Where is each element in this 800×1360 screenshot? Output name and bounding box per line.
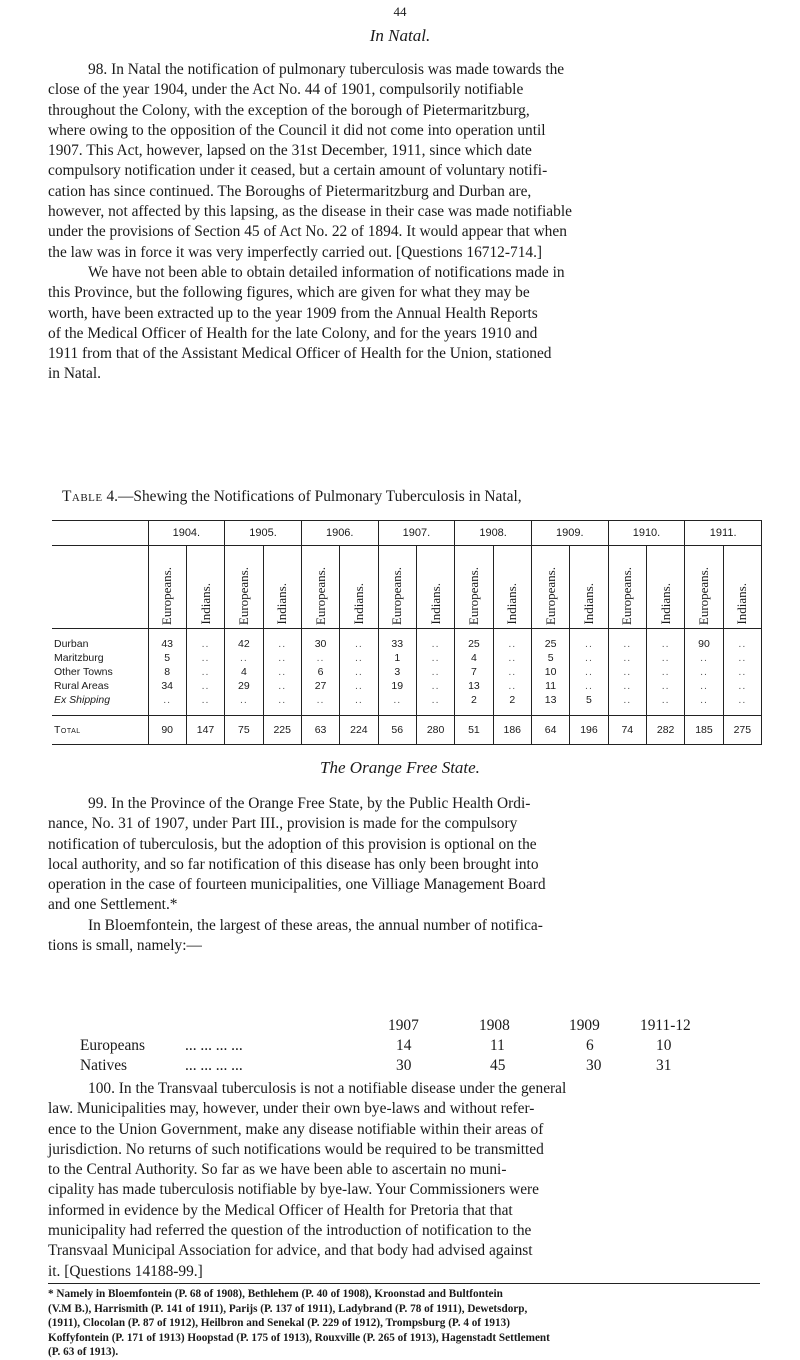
table-cell: ..	[416, 693, 454, 716]
stats-value: 11	[490, 1037, 505, 1054]
table-cell: ..	[186, 665, 224, 679]
paragraph-line: notification of tuberculosis, but the adoption of this provision is optional on the	[48, 835, 537, 853]
indians-column-header: Indians.	[723, 546, 761, 629]
table-cell: ..	[723, 651, 761, 665]
total-cell: 147	[186, 716, 224, 745]
indians-column-header: Indians.	[186, 546, 224, 629]
year-header: 1905.	[225, 521, 302, 546]
table-cell: 30	[301, 629, 339, 652]
paragraph-line: 100. In the Transvaal tuberculosis is not a notifiable disease under the general	[88, 1080, 567, 1097]
table-cell: ..	[416, 665, 454, 679]
paragraph-line: nance, No. 31 of 1907, under Part III., provision is made for the compulsory	[48, 815, 518, 833]
table-number: 4.	[106, 488, 119, 505]
year-header: 1906.	[301, 521, 378, 546]
table-cell: ..	[186, 651, 224, 665]
table-cell: ..	[646, 693, 684, 716]
table-cell: ..	[570, 679, 608, 693]
total-row	[52, 716, 762, 745]
table-cell: ..	[570, 629, 608, 652]
table-cell: ..	[263, 679, 301, 693]
table-cell: ..	[225, 651, 263, 665]
stats-year: 1908	[479, 1017, 510, 1034]
paragraph-line: local authority, and so far notification of this disease has only been brought into	[48, 855, 539, 873]
table-cell: ..	[646, 629, 684, 652]
year-header: 1911.	[685, 521, 762, 546]
total-cell: 186	[493, 716, 531, 745]
table-cell: 7	[455, 665, 493, 679]
paragraph-line: tions is small, namely:—	[48, 937, 202, 955]
table-cell: 25	[531, 629, 569, 652]
table-cell: 19	[378, 679, 416, 693]
table-cell: 10	[531, 665, 569, 679]
year-header: 1910.	[608, 521, 685, 546]
table-row	[52, 679, 762, 693]
table-cell: 29	[225, 679, 263, 693]
total-cell: 275	[723, 716, 761, 745]
table-cell: 8	[148, 665, 186, 679]
table-cell: ..	[685, 693, 723, 716]
paragraph-line: law. Municipalities may, however, under their own bye-laws and without refer-	[48, 1100, 535, 1118]
table-cell: ..	[685, 679, 723, 693]
table-cell: ..	[608, 679, 646, 693]
table-cell: 90	[685, 629, 723, 652]
europeans-column-header: Europeans.	[455, 546, 493, 629]
table-cell: 34	[148, 679, 186, 693]
paragraph-line: throughout the Colony, with the exception of the borough of Pietermaritzburg,	[48, 101, 530, 119]
paragraph-line: where owing to the opposition of the Council it did not come into operation until	[48, 121, 546, 139]
row-label: Rural Areas	[52, 679, 148, 693]
total-cell: 75	[225, 716, 263, 745]
stats-year: 1911-12	[640, 1017, 691, 1034]
row-label: Durban	[52, 629, 148, 652]
paragraph-line: In Bloemfontein, the largest of these areas, the annual number of notifica-	[88, 916, 543, 934]
footnote-rule	[48, 1283, 760, 1284]
europeans-column-header: Europeans.	[301, 546, 339, 629]
europeans-column-header: Europeans.	[378, 546, 416, 629]
stats-row	[48, 1037, 760, 1057]
table-cell: ..	[570, 665, 608, 679]
paragraph-line: however, not affected by this lapsing, as the disease in their case was made notifiable	[48, 203, 572, 221]
table-cell: ..	[416, 679, 454, 693]
table-cell: ..	[263, 651, 301, 665]
stats-value: 14	[396, 1037, 412, 1054]
natal-heading: In Natal.	[369, 26, 431, 45]
row-label: Maritzburg	[52, 651, 148, 665]
stats-label: Europeans	[80, 1037, 145, 1054]
table-cell: ..	[301, 693, 339, 716]
table-cell: 5	[148, 651, 186, 665]
table-cell: ..	[493, 651, 531, 665]
table-cell: 27	[301, 679, 339, 693]
table-cell: ..	[493, 665, 531, 679]
stats-year-row	[48, 1017, 760, 1037]
stats-label: Natives	[80, 1057, 128, 1074]
table-cell: ..	[225, 693, 263, 716]
paragraph-line: it. [Questions 14188-99.]	[48, 1262, 203, 1280]
stats-leader: ... ... ... ...	[185, 1037, 243, 1054]
footnote-line: (P. 63 of 1913).	[48, 1346, 119, 1358]
table-cell: ..	[608, 665, 646, 679]
paragraph-line: Transvaal Municipal Association for advice, and that body had advised against	[48, 1242, 533, 1260]
table-cell: ..	[340, 693, 378, 716]
paragraph-line: and one Settlement.*	[48, 896, 178, 914]
table-cell: ..	[186, 693, 224, 716]
table-cell: ..	[685, 651, 723, 665]
total-cell: 280	[416, 716, 454, 745]
stats-year: 1909	[569, 1017, 600, 1034]
europeans-column-header: Europeans.	[608, 546, 646, 629]
paragraph-line: 1911 from that of the Assistant Medical Officer of Health for the Union, stationed	[48, 345, 552, 363]
paragraph-line: cipality has made tuberculosis notifiable by bye-law. Your Commissioners were	[48, 1181, 539, 1199]
paragraph-line: the law was in force it was very imperfectly carried out. [Questions 16712-714.]	[48, 243, 543, 261]
total-cell: 63	[301, 716, 339, 745]
stats-value: 31	[656, 1057, 672, 1074]
paragraph-line: to the Central Authority. So far as we have been able to ascertain no muni-	[48, 1161, 507, 1179]
table-cell: ..	[646, 679, 684, 693]
total-cell: 64	[531, 716, 569, 745]
table-caption	[62, 488, 522, 506]
table-cell: 3	[378, 665, 416, 679]
year-header-row	[52, 521, 762, 546]
europeans-column-header: Europeans.	[531, 546, 569, 629]
table-cell: ..	[608, 693, 646, 716]
footnote-line: * Namely in Bloemfontein (P. 68 of 1908), Bethlehem (P. 40 of 1908), Kroonstad and Bultfontein	[48, 1288, 503, 1300]
table-cell: 43	[148, 629, 186, 652]
indians-column-header: Indians.	[570, 546, 608, 629]
total-cell: 185	[685, 716, 723, 745]
footnote-line: (V.M B.), Harrismith (P. 141 of 1911), Parijs (P. 137 of 1911), Ladybrand (P. 78 of 1911), Dewetsdorp,	[48, 1302, 528, 1315]
table-row	[52, 665, 762, 679]
table-cell: 6	[301, 665, 339, 679]
table-cell: 33	[378, 629, 416, 652]
table-cell: ..	[570, 651, 608, 665]
table-cell: 2	[493, 693, 531, 716]
paragraph-line: 1907. This Act, however, lapsed on the 31st December, 1911, since which date	[48, 142, 532, 160]
notifications-table	[52, 520, 762, 745]
table-cell: ..	[723, 665, 761, 679]
table-cell: 42	[225, 629, 263, 652]
stats-row	[48, 1057, 760, 1077]
total-label: Total	[52, 716, 148, 745]
table-cell: ..	[608, 651, 646, 665]
page-number: 44	[393, 4, 407, 19]
footnote-line: (1911), Clocolan (P. 87 of 1912), Heilbron and Senekal (P. 229 of 1912), Trompsburg (P. 4 of 1913)	[48, 1317, 510, 1329]
paragraph-line: 98. In Natal the notification of pulmonary tuberculosis was made towards the	[88, 61, 565, 78]
paragraph-100	[48, 1079, 760, 1282]
table-cell: ..	[340, 629, 378, 652]
total-cell: 225	[263, 716, 301, 745]
table-label: Table	[62, 488, 103, 505]
paragraph-99	[48, 794, 760, 956]
table-cell: ..	[685, 665, 723, 679]
paragraph-line: jurisdiction. No returns of such notifications would be required to be transmitted	[48, 1140, 544, 1158]
table-cell: 11	[531, 679, 569, 693]
europeans-column-header: Europeans.	[148, 546, 186, 629]
table-cell: ..	[340, 679, 378, 693]
table-row	[52, 629, 762, 652]
table-cell: ..	[340, 665, 378, 679]
table-title: —Shewing the Notifications of Pulmonary Tuberculosis in Natal,	[118, 488, 522, 505]
year-header: 1909.	[531, 521, 608, 546]
table-row	[52, 693, 762, 716]
total-cell: 74	[608, 716, 646, 745]
paragraph-98	[48, 60, 760, 385]
table-cell: ..	[416, 651, 454, 665]
table-cell: 4	[455, 651, 493, 665]
table-cell: 5	[570, 693, 608, 716]
europeans-column-header: Europeans.	[685, 546, 723, 629]
stats-year: 1907	[388, 1017, 419, 1034]
total-cell: 56	[378, 716, 416, 745]
table-cell: ..	[148, 693, 186, 716]
table-row	[52, 651, 762, 665]
paragraph-line: ence to the Union Government, make any disease notifiable within their areas of	[48, 1120, 544, 1138]
table-cell: ..	[263, 629, 301, 652]
stats-value: 10	[656, 1037, 672, 1054]
table-cell: ..	[340, 651, 378, 665]
table-corner	[52, 521, 148, 546]
paragraph-line: this Province, but the following figures, which are given for what they may be	[48, 284, 530, 302]
row-label: Ex Shipping	[52, 693, 148, 716]
paragraph-line: cation has since continued. The Boroughs of Pietermaritzburg and Durban are,	[48, 182, 532, 200]
table-cell: 1	[378, 651, 416, 665]
table-cell: ..	[416, 629, 454, 652]
stats-leader: ... ... ... ...	[185, 1057, 243, 1074]
table-cell: ..	[608, 629, 646, 652]
total-cell: 282	[646, 716, 684, 745]
table-cell: 13	[455, 679, 493, 693]
stats-value: 45	[490, 1057, 506, 1074]
table-cell: ..	[723, 679, 761, 693]
ofs-heading: The Orange Free State.	[320, 758, 480, 777]
total-cell: 196	[570, 716, 608, 745]
stats-value: 6	[586, 1037, 594, 1054]
total-cell: 224	[340, 716, 378, 745]
indians-column-header: Indians.	[340, 546, 378, 629]
paragraph-line: operation in the case of fourteen municipalities, one Villiage Management Board	[48, 876, 546, 894]
table-cell: ..	[723, 693, 761, 716]
paragraph-line: compulsory notification under it ceased, but a certain amount of voluntary notifi-	[48, 162, 548, 180]
table-cell: ..	[301, 651, 339, 665]
table-cell: ..	[263, 665, 301, 679]
year-header: 1908.	[455, 521, 532, 546]
table-cell: ..	[646, 665, 684, 679]
label-column-header	[52, 546, 148, 629]
table-cell: ..	[493, 629, 531, 652]
stats-value: 30	[586, 1057, 602, 1074]
indians-column-header: Indians.	[416, 546, 454, 629]
footnote	[48, 1287, 760, 1360]
year-header: 1904.	[148, 521, 225, 546]
paragraph-line: informed in evidence by the Medical Officer of Health for Pretoria that that	[48, 1201, 513, 1219]
table-cell: ..	[723, 629, 761, 652]
table-cell: 25	[455, 629, 493, 652]
indians-column-header: Indians.	[493, 546, 531, 629]
table-cell: 4	[225, 665, 263, 679]
footnote-line: Koffyfontein (P. 171 of 1913) Hoopstad (P. 175 of 1913), Rouxville (P. 265 of 1913), Hagenstadt Settlement	[48, 1331, 550, 1344]
paragraph-line: of the Medical Officer of Health for the late Colony, and for the years 1910 and	[48, 324, 538, 342]
paragraph-line: We have not been able to obtain detailed information of notifications made in	[88, 263, 565, 281]
paragraph-line: in Natal.	[48, 365, 101, 383]
stats-value: 30	[396, 1057, 412, 1074]
table-cell: 5	[531, 651, 569, 665]
indians-column-header: Indians.	[646, 546, 684, 629]
row-label: Other Towns	[52, 665, 148, 679]
indians-column-header: Indians.	[263, 546, 301, 629]
paragraph-line: 99. In the Province of the Orange Free State, by the Public Health Ordi-	[88, 795, 531, 812]
table-cell: ..	[186, 679, 224, 693]
table-cell: ..	[263, 693, 301, 716]
total-cell: 51	[455, 716, 493, 745]
paragraph-line: municipality had referred the question of the introduction of notification to the	[48, 1222, 532, 1240]
paragraph-line: close of the year 1904, under the Act No. 44 of 1901, compulsorily notifiable	[48, 81, 524, 99]
paragraph-line: worth, have been extracted up to the year 1909 from the Annual Health Reports	[48, 304, 538, 322]
table-cell: ..	[186, 629, 224, 652]
year-header: 1907.	[378, 521, 455, 546]
table-cell: ..	[378, 693, 416, 716]
total-cell: 90	[148, 716, 186, 745]
table-body	[52, 629, 762, 745]
column-header-row	[52, 546, 762, 629]
europeans-column-header: Europeans.	[225, 546, 263, 629]
table-cell: ..	[493, 679, 531, 693]
table-cell: 2	[455, 693, 493, 716]
paragraph-line: under the provisions of Section 45 of Act No. 22 of 1894. It would appear that when	[48, 223, 567, 241]
table-cell: 13	[531, 693, 569, 716]
table-cell: ..	[646, 651, 684, 665]
